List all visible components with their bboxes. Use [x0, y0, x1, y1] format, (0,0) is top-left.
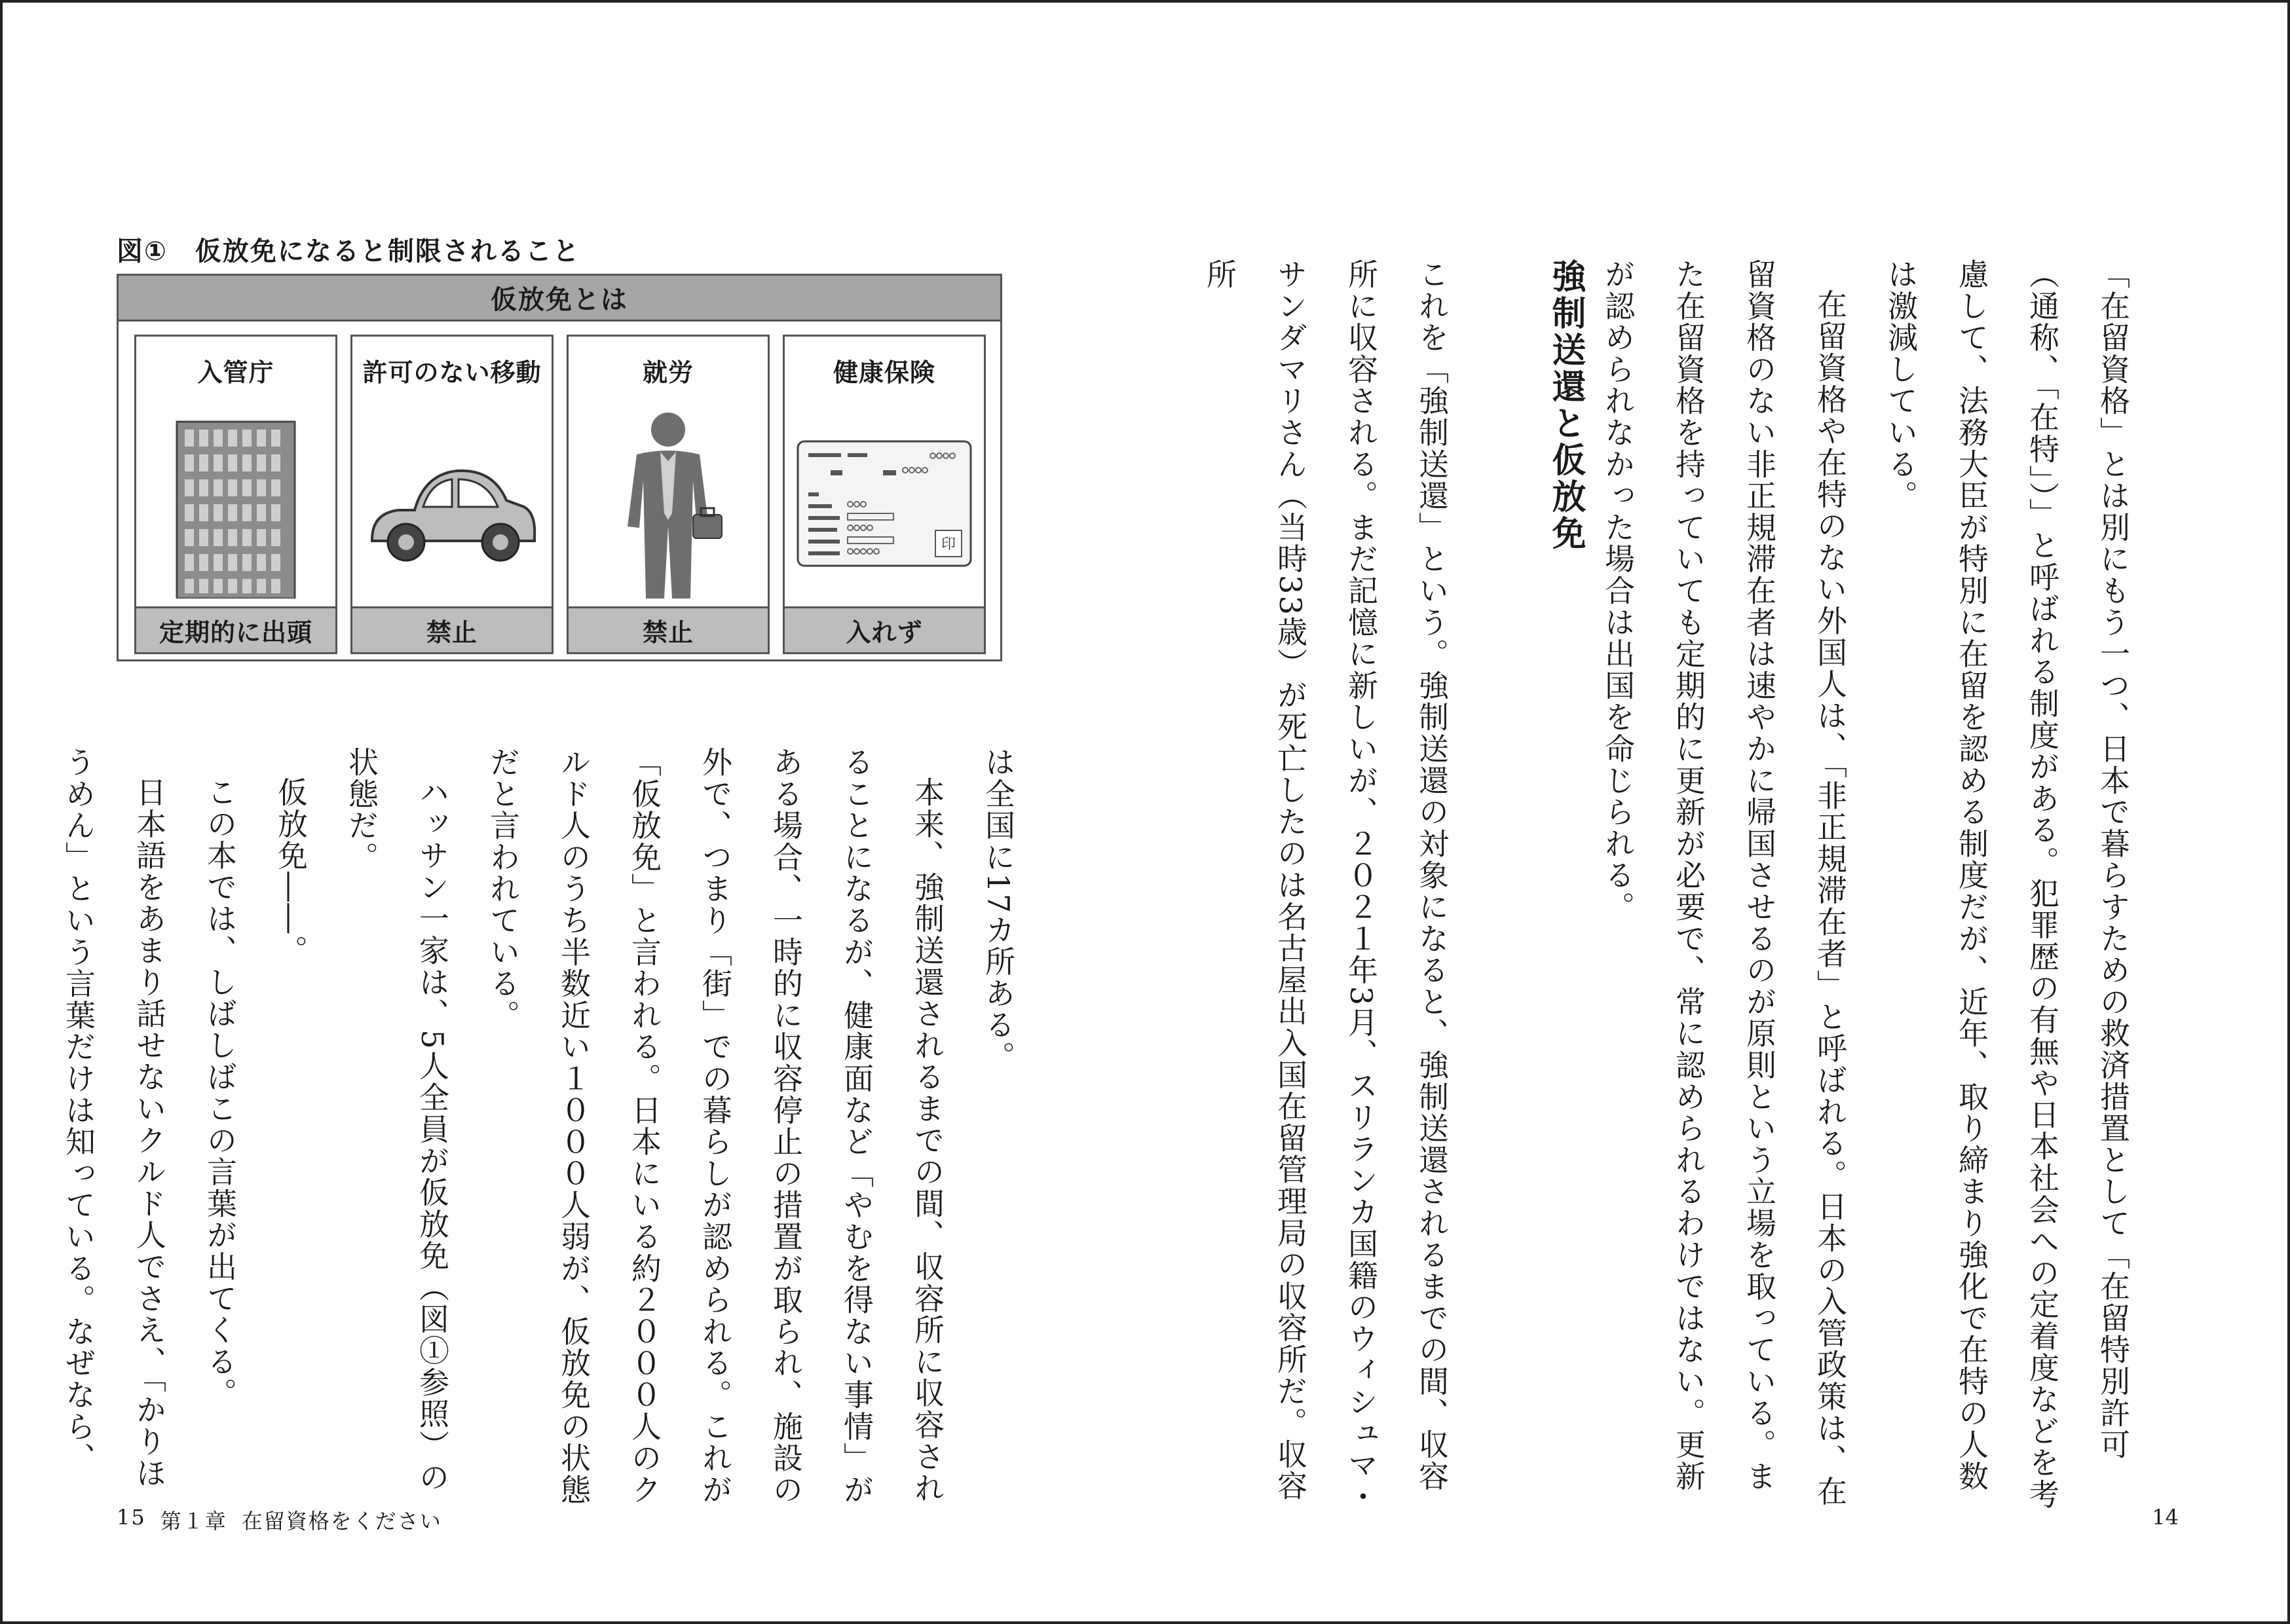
- right-page-section-body: [1202, 259, 1467, 1516]
- paragraph: 「在留資格」とは別にもう一つ、日本で暮らすための救済措置として「在留特別許可（通称、「在特」）」と呼ばれる制度がある。犯罪歴の有無や日本社会への定着度などを考慮して、法務大臣が特別に在留を認める制度だが、近年、取り締まり強化で在特の人数は激減している。: [1883, 259, 2131, 1511]
- paragraph: これを「強制送還」という。強制送還の対象になると、強制送還されるまでの間、収容所に収容される。まだ記憶に新しいが、２０２１年3月、スリランカ国籍のウィシュマ・サンダマリさん（当時33歳）が死亡したのは名古屋出入国在留管理局の収容所だ。収容所: [1202, 259, 1450, 1513]
- panel-health-insurance: [783, 335, 986, 654]
- chapter-label: 第１章: [160, 1509, 227, 1534]
- panel-title: 入管庁: [197, 358, 274, 387]
- paragraph: この本では、しばしばこの言葉が出てくる。: [202, 777, 238, 1409]
- panel-title: 就労: [642, 358, 694, 387]
- paragraph: 日本語をあまり話せないクルド人でさえ、「かりほうめん」という言葉だけは知っている。なぜなら、: [61, 747, 167, 1489]
- insurance-card-icon: [785, 402, 984, 599]
- panel-footer: 定期的に出頭: [136, 606, 335, 652]
- stamp-label: 印: [941, 536, 956, 553]
- left-page-footer: [117, 1505, 442, 1535]
- panel-unauthorized-travel: [350, 335, 554, 654]
- paragraph: は全国に17カ所ある。: [981, 747, 1016, 1073]
- page-number: 14: [2152, 1505, 2179, 1530]
- panel-employment: [567, 335, 770, 654]
- building-icon: [136, 402, 335, 599]
- page-number: 15: [117, 1505, 146, 1530]
- chapter-title: 在留資格をください: [241, 1509, 442, 1534]
- section-heading: 強制送還と仮放免: [1546, 259, 1585, 552]
- figure-caption: 図① 仮放免になると制限されること: [117, 236, 580, 267]
- paragraph: 在留資格や在特のない外国人は、「非正規滞在者」と呼ばれる。日本の入管政策は、在留資格のない非正規滞在者は速やかに帰国させるのが原則という立場を取っている。また在留資格を持っていても定期的に更新が必要で、常に認められるわけではない。更新が認められなかった場合は出国を命じられる。: [1600, 259, 1848, 1507]
- figure-box: [117, 274, 1002, 661]
- paragraph: ハッサン一家は、5人全員が仮放免（図①参照）の状態だ。: [344, 747, 450, 1494]
- panel-title: 健康保険: [833, 358, 935, 387]
- businessman-icon: [569, 402, 768, 599]
- panel-footer: 入れず: [785, 606, 984, 652]
- panel-footer: 禁止: [569, 606, 768, 652]
- panel-immigration-bureau: [134, 335, 337, 654]
- paragraph: 本来、強制送還されるまでの間、収容所に収容されることになるが、健康面など「やむを得ない事情」がある場合、一時的に収容停止の措置が取られ、施設の外で、つまり「街」での暮らしが認められる。これが「仮放免」と言われる。日本にいる約２０００人のクルド人のうち半数近い１０００人弱が、仮放免の状態だと言われている。: [485, 747, 945, 1506]
- right-page-body: [1600, 259, 2149, 1516]
- panel-title: 許可のない移動: [362, 358, 542, 387]
- figure-header: 仮放免とは: [119, 276, 1000, 322]
- paragraph: 仮放免――。: [273, 777, 309, 967]
- panel-footer: 禁止: [352, 606, 552, 652]
- car-icon: [352, 402, 552, 599]
- left-page-body: [61, 747, 1034, 1513]
